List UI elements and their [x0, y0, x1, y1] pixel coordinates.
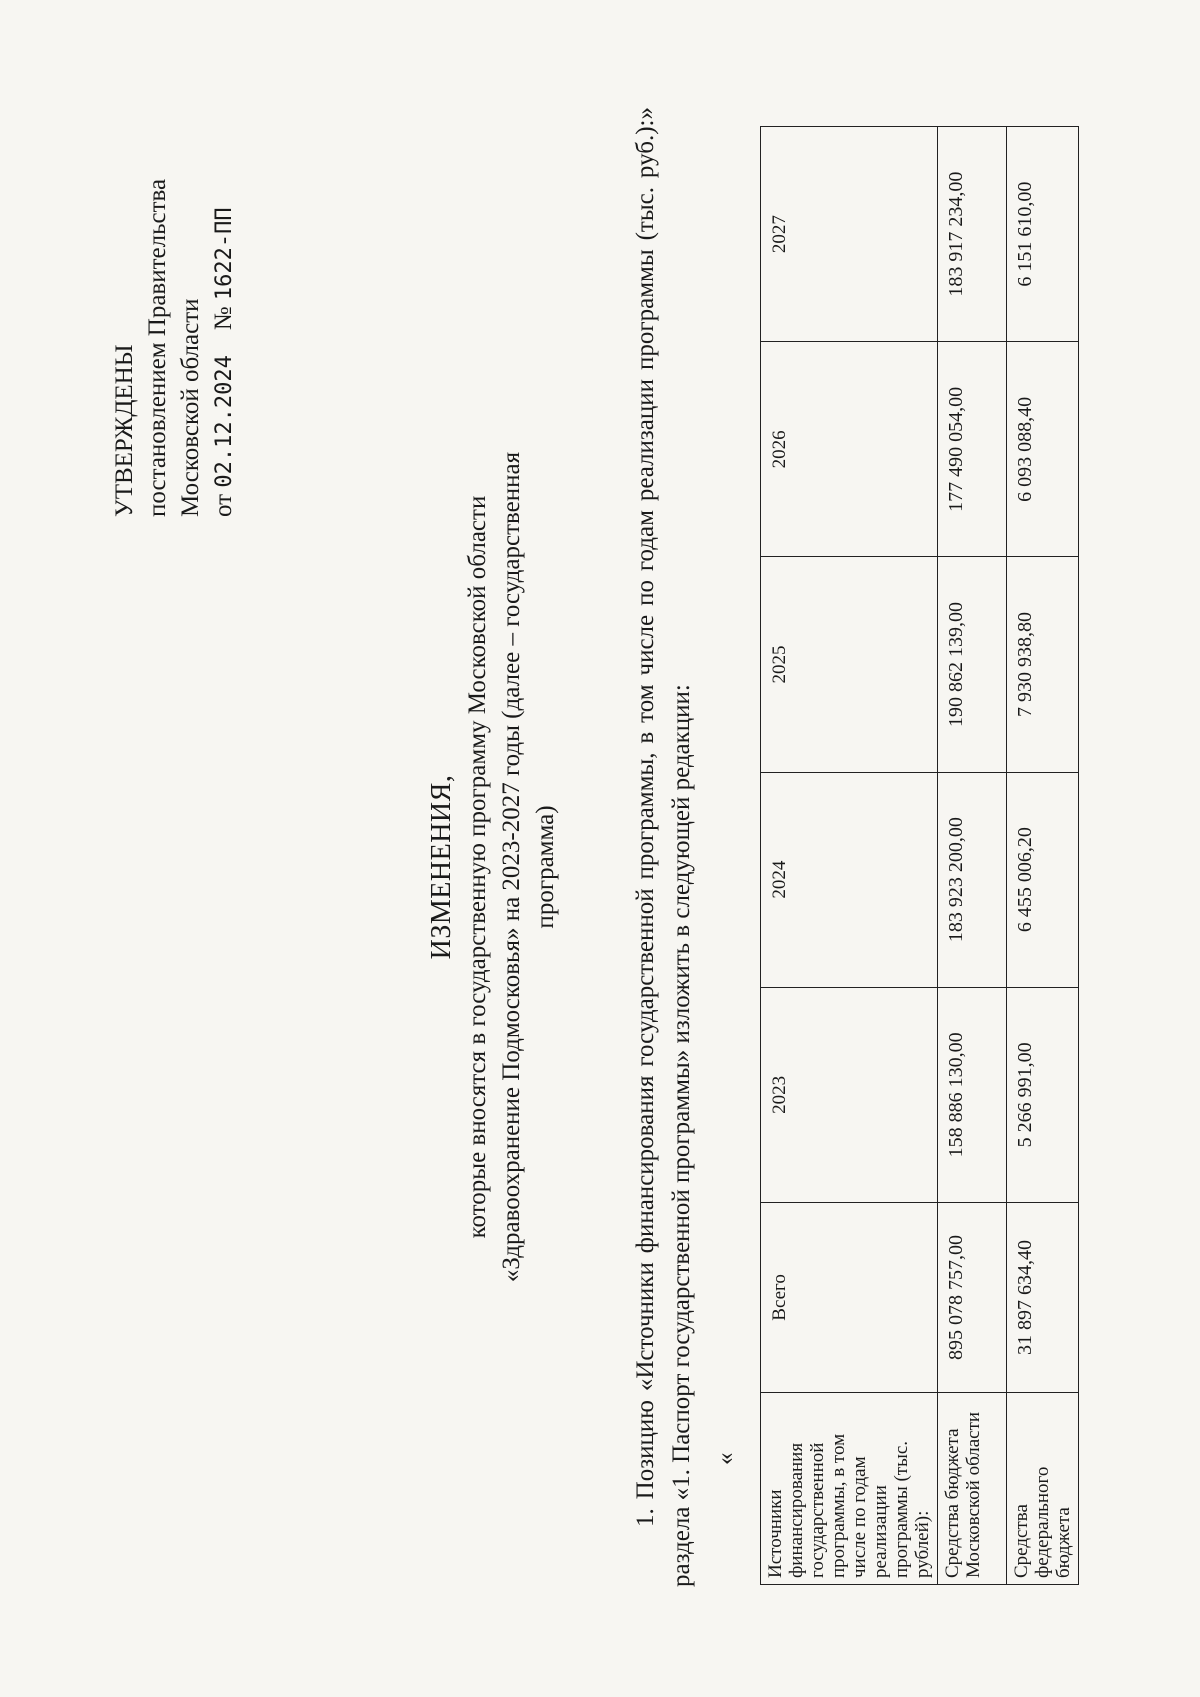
date-prefix: от	[210, 493, 237, 517]
approval-number: 1622-ПП	[212, 207, 237, 301]
table-cell: 158 886 130,00	[938, 987, 1007, 1202]
header-year-cell: 2025	[761, 557, 938, 772]
header-total-cell: Всего	[761, 1202, 938, 1392]
row-label-cell: Средства бюджета Московской области	[938, 1392, 1007, 1584]
table-cell: 177 490 054,00	[938, 342, 1007, 557]
heading-line-2: «Здравоохранение Подмосковья» на 2023-2027 годы (далее – государственная программа)	[498, 451, 559, 1283]
table-cell: 6 151 610,00	[1007, 127, 1079, 342]
table-cell: 6 093 088,40	[1007, 342, 1079, 557]
table-cell: 190 862 139,00	[938, 557, 1007, 772]
financing-table	[760, 126, 1079, 1585]
row-label-cell: Средства федерального бюджета	[1007, 1392, 1079, 1584]
approval-date-line	[207, 179, 241, 517]
table-row	[1007, 127, 1079, 1585]
table-cell: 7 930 938,80	[1007, 557, 1079, 772]
table-cell: 895 078 757,00	[938, 1202, 1007, 1392]
approval-region: Московской области	[177, 298, 204, 517]
header-label-cell: Источники финансирования государственной программы, в том числе по годам реализации программы (тыс. рублей):	[761, 1392, 938, 1584]
document-heading	[425, 417, 563, 1317]
opening-quote: «	[712, 1452, 739, 1465]
header-year-cell: 2026	[761, 342, 938, 557]
table-cell: 31 897 634,40	[1007, 1202, 1079, 1392]
amendment-paragraph: 1. Позицию «Источники финансирования государственной программы, в том числе по годам реализации программы (тыс. руб.):» раздела «1. Паспорт государственной программы» изложить в следующей редакции:	[632, 107, 695, 1587]
header-year-cell: 2023	[761, 987, 938, 1202]
approval-date: 02.12.2024	[212, 355, 237, 488]
table-header-row	[761, 127, 938, 1585]
approval-issuer: постановлением Правительства	[144, 178, 171, 517]
heading-line-1: которые вносятся в государственную программу Московской области	[464, 495, 491, 1239]
number-prefix: №	[210, 306, 237, 331]
table-cell: 6 455 006,20	[1007, 772, 1079, 987]
approval-title: УТВЕРЖДЕНЫ	[111, 344, 138, 517]
document-title: ИЗМЕНЕНИЯ,	[426, 774, 457, 960]
header-year-cell: 2024	[761, 772, 938, 987]
table-cell: 5 266 991,00	[1007, 987, 1079, 1202]
table-cell: 183 923 200,00	[938, 772, 1007, 987]
table-cell: 183 917 234,00	[938, 127, 1007, 342]
table-row	[938, 127, 1007, 1585]
header-year-cell: 2027	[761, 127, 938, 342]
approval-stamp	[108, 179, 241, 517]
